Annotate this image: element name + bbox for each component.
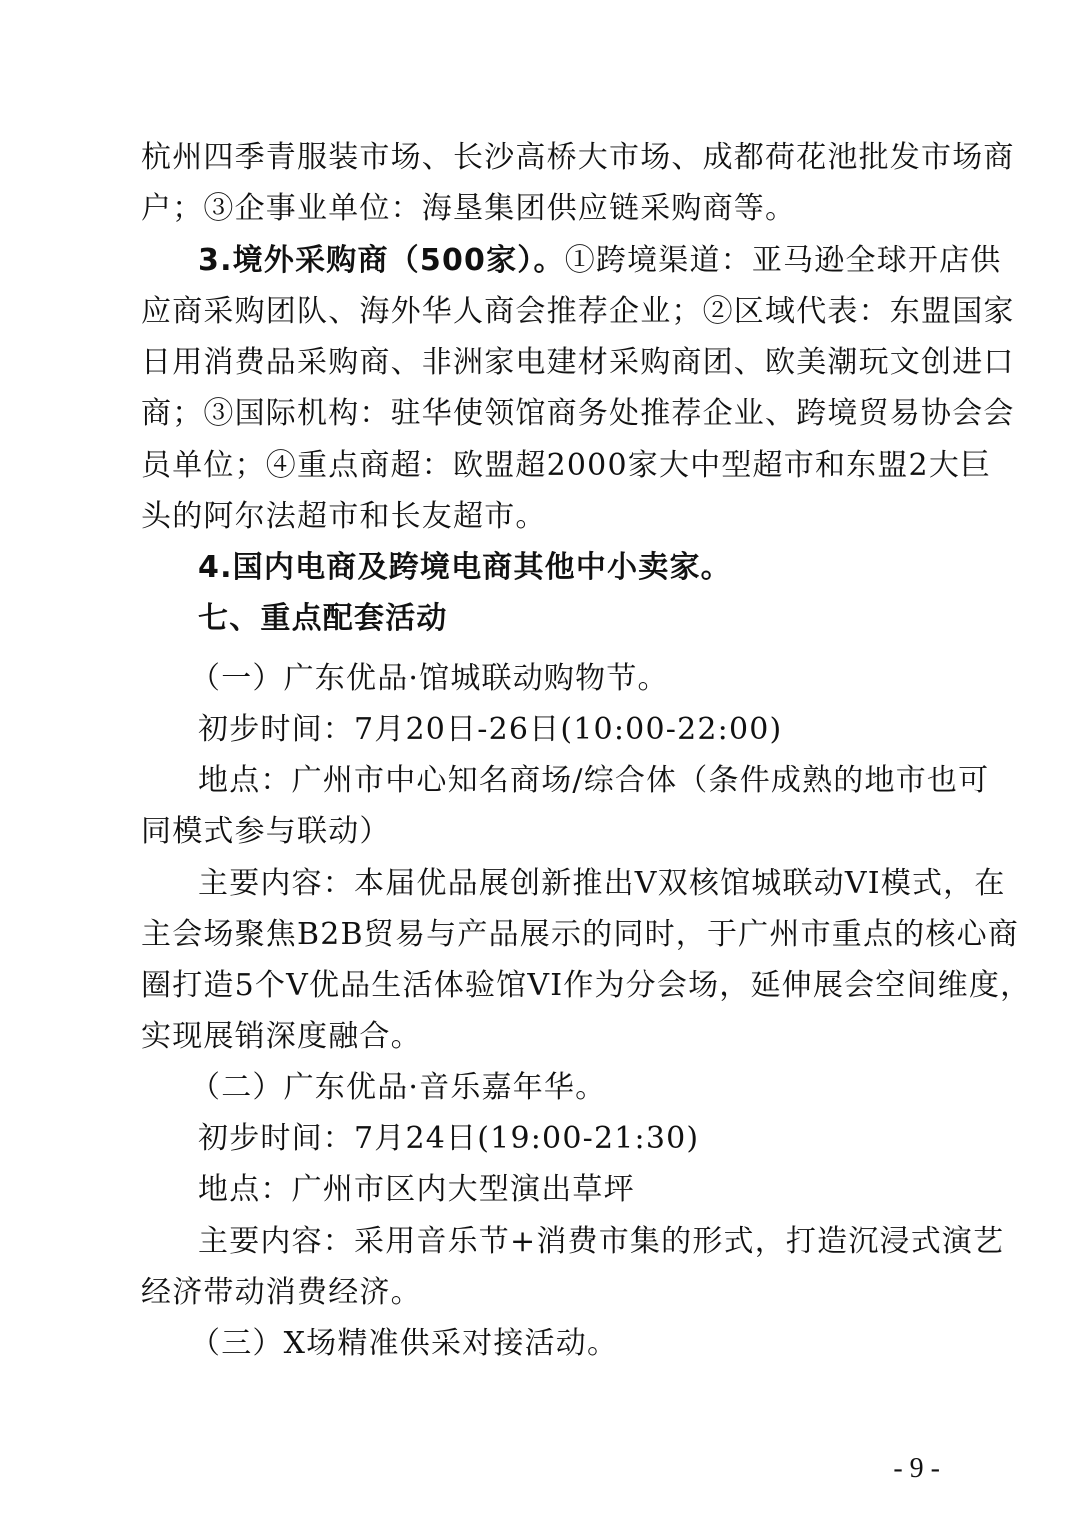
- page-number: - 9 -: [893, 1453, 940, 1484]
- location-line: 地点：广州市区内大型演出草坪: [198, 1172, 635, 1207]
- paragraph-line: 主会场聚焦B2B贸易与产品展示的同时，于广州市重点的核心商: [141, 917, 1019, 952]
- paragraph-line: 实现展销深度融合。: [141, 1019, 422, 1054]
- paragraph-line: 同模式参与联动）: [141, 814, 391, 849]
- paragraph-line: 经济带动消费经济。: [141, 1275, 422, 1310]
- paragraph-line: 员单位；④重点商超：欧盟超2000家大中型超市和东盟2大巨: [141, 448, 992, 483]
- paragraph-line: 头的阿尔法超市和长友超市。: [141, 499, 547, 534]
- paragraph-text: ①跨境渠道：亚马逊全球开店供: [564, 243, 1002, 278]
- subsection-heading-2: （二）广东优品·音乐嘉年华。: [190, 1070, 607, 1105]
- paragraph-line: 杭州四季青服装市场、长沙高桥大市场、成都荷花池批发市场商: [141, 140, 1015, 175]
- content-line: 主要内容：采用音乐节+消费市集的形式，打造沉浸式演艺: [198, 1224, 1005, 1259]
- paragraph-line: 应商采购团队、海外华人商会推荐企业；②区域代表：东盟国家: [141, 294, 1015, 329]
- content-line: 主要内容：本届优品展创新推出V双核馆城联动VI模式，在: [198, 866, 1006, 901]
- location-line: 地点：广州市中心知名商场/综合体（条件成熟的地市也可: [198, 763, 990, 798]
- schedule-time: 初步时间：7月24日(19:00-21:30): [198, 1121, 700, 1156]
- paragraph-line: 日用消费品采购商、非洲家电建材采购商团、欧美潮玩文创进口: [141, 345, 1015, 380]
- paragraph-line: 商；③国际机构：驻华使领馆商务处推荐企业、跨境贸易协会会: [141, 396, 1015, 431]
- section-item-3: [198, 241, 1002, 281]
- subsection-heading-1: （一）广东优品·馆城联动购物节。: [190, 661, 669, 696]
- chapter-heading: 七、重点配套活动: [198, 601, 448, 636]
- section-heading-4: 4.国内电商及跨境电商其他中小卖家。: [198, 550, 732, 585]
- paragraph-line: 户；③企事业单位：海垦集团供应链采购商等。: [141, 191, 797, 226]
- schedule-time: 初步时间：7月20日-26日(10:00-22:00): [198, 712, 783, 747]
- subsection-heading-3: （三）X场精准供采对接活动。: [190, 1326, 619, 1361]
- section-heading-3: 3.境外采购商（500家）。: [198, 243, 565, 278]
- paragraph-line: 圈打造5个V优品生活体验馆VI作为分会场，延伸展会空间维度，: [141, 968, 1032, 1003]
